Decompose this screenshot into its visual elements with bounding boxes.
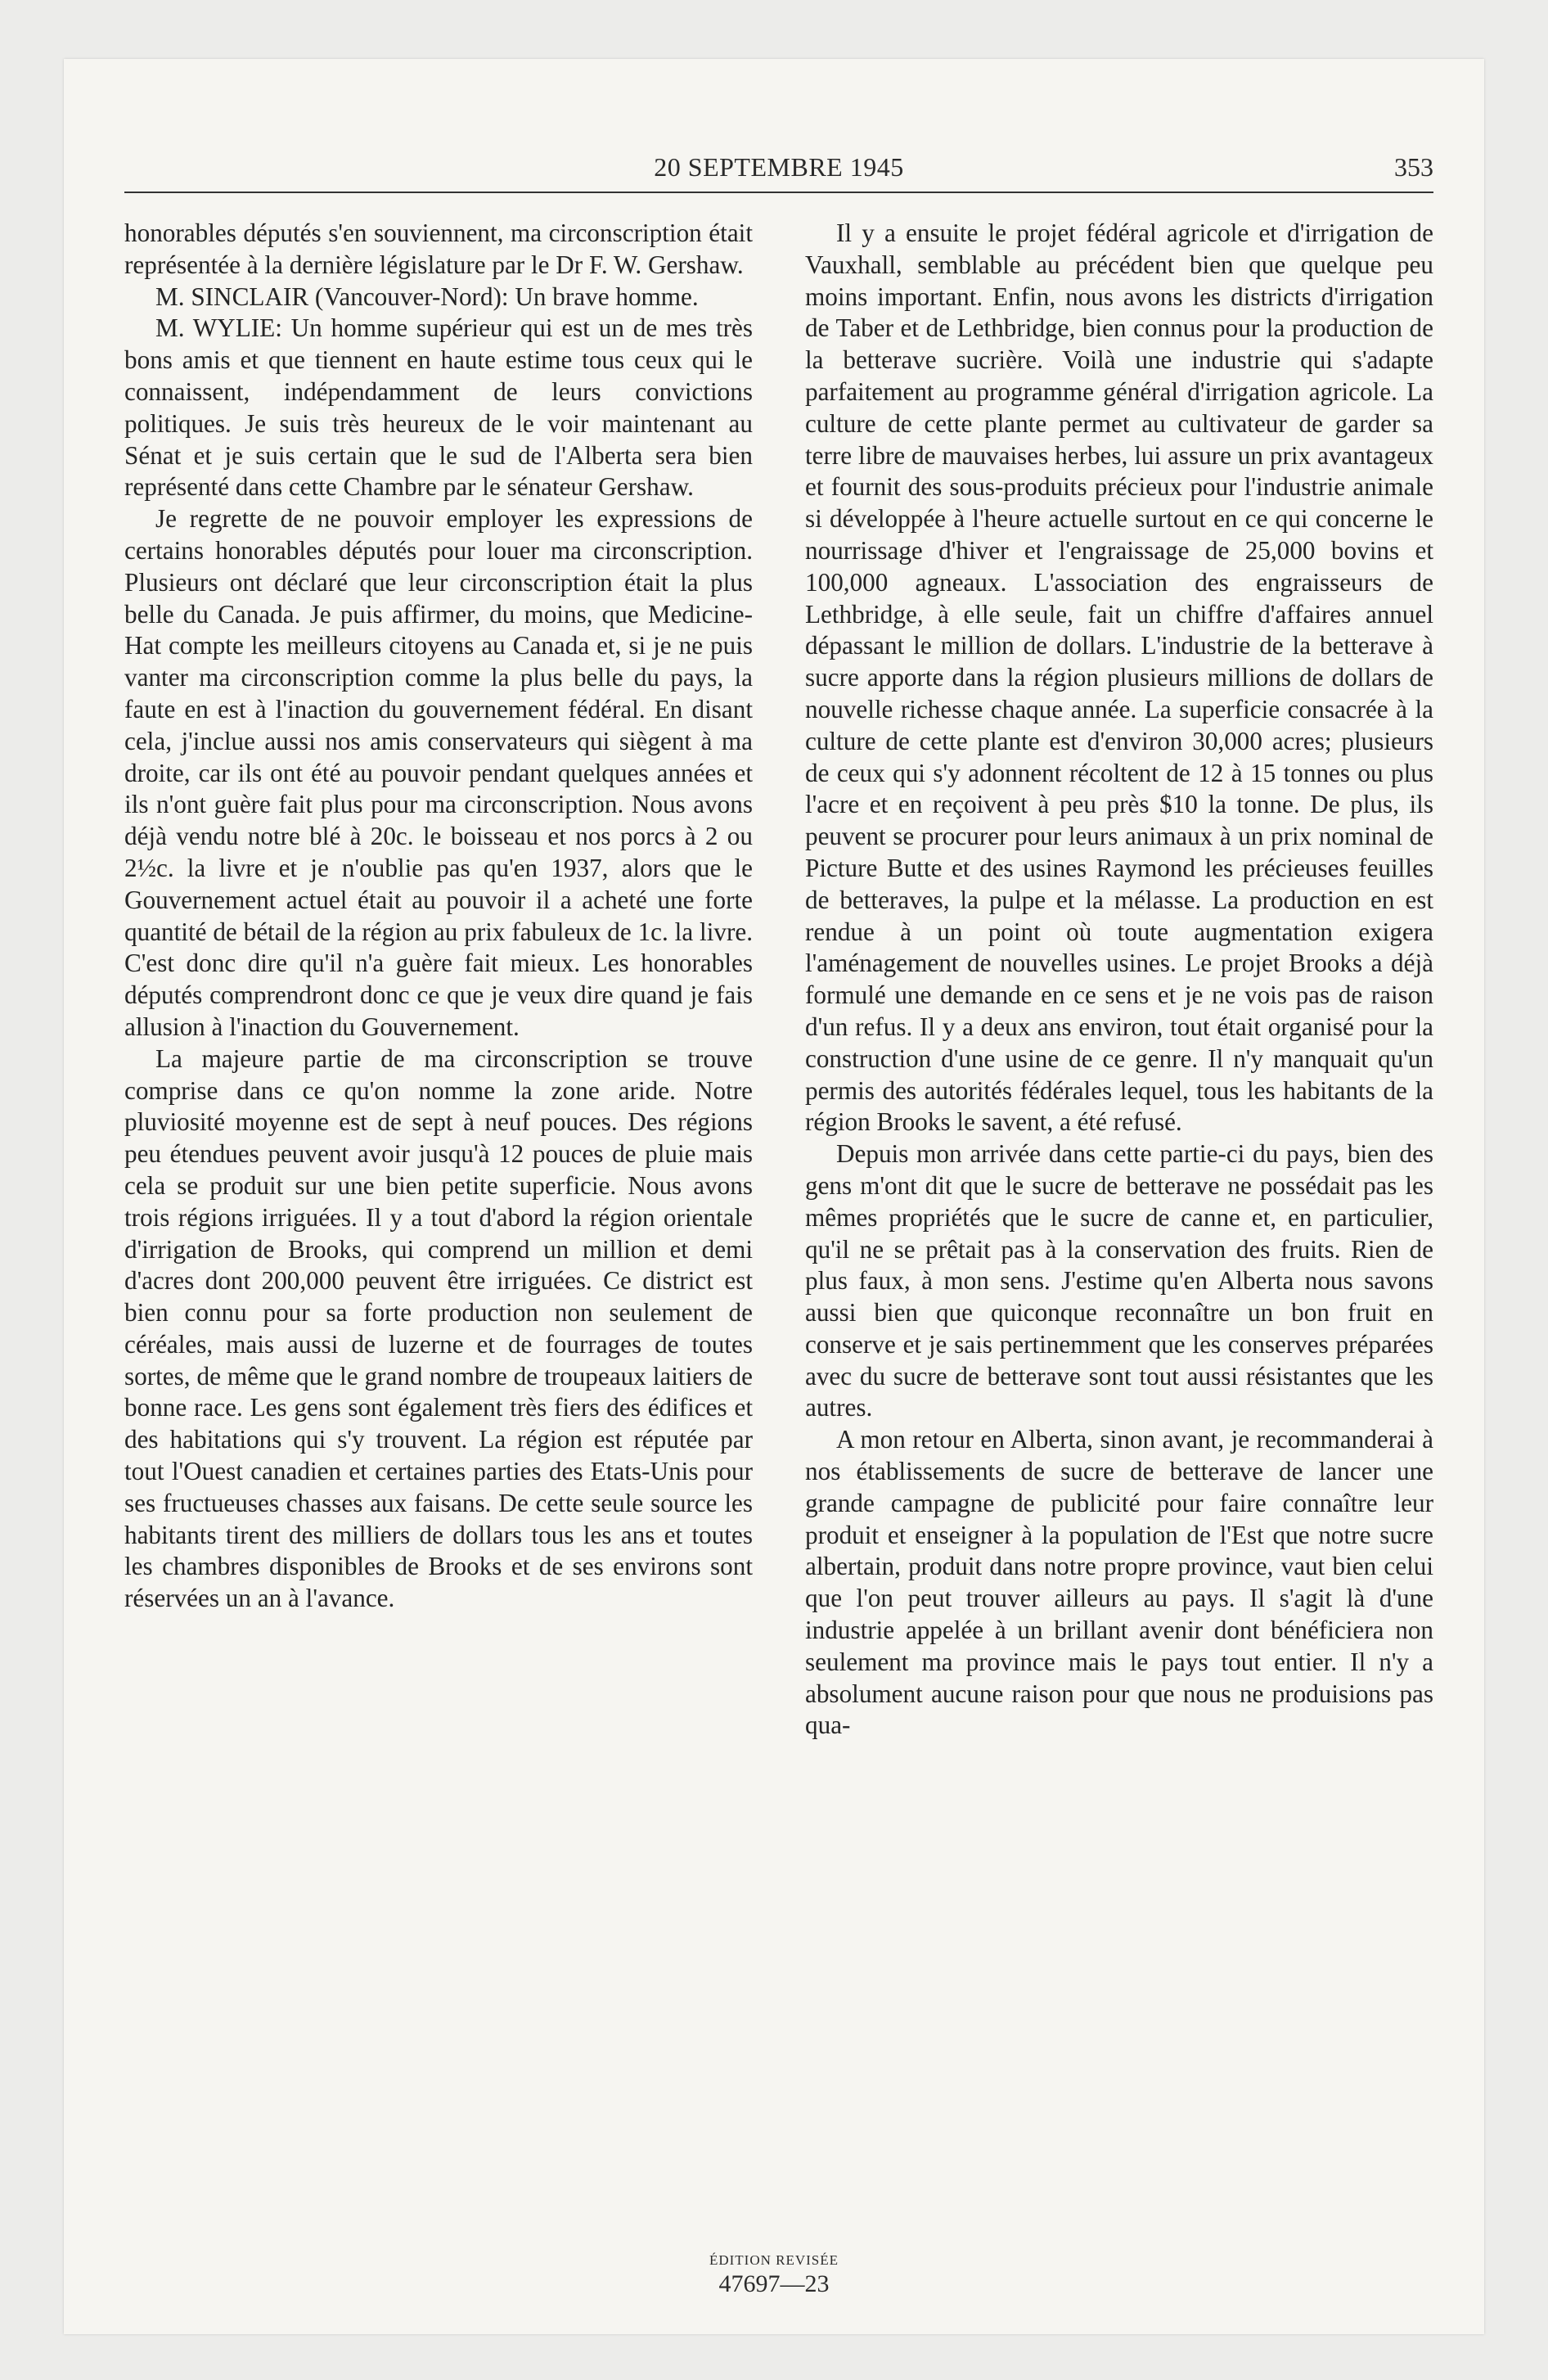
paragraph: M. SINCLAIR (Vancouver-Nord): Un brave homme.: [155, 282, 699, 311]
paragraph: honorables députés s'en souviennent, ma circonscription était représentée à la dernière législature par le Dr F. W. Gershaw.: [124, 219, 753, 279]
paragraph: Je regrette de ne pouvoir employer les expressions de certains honorables députés pour louer ma circonscription. Plusieurs ont déclaré que leur circonscription était la plus belle du Canada. Je puis affirmer, du moins, que Medicine-Hat compte les meilleurs citoyens au Canada et, si je ne puis vanter ma circonscription comme la plus belle du pays, la faute en est à l'inaction du gouvernement fédéral. En disant cela, j'inclue aussi nos amis conservateurs qui siègent à ma droite, car ils ont été au pouvoir pendant quelques années et ils n'ont guère fait plus pour ma circonscription. Nous avons déjà vendu notre blé à 20c. le boisseau et nos porcs à 2 ou 2½c. la livre et je n'oublie pas qu'en 1937, alors que le Gouvernement actuel était au pouvoir il a acheté une forte quantité de bétail de la région au prix fabuleux de 1c. la livre. C'est donc dire qu'il n'a guère fait mieux. Les honorables députés comprendront donc ce que je veux dire quand je fais allusion à l'inaction du Gouvernement.: [124, 504, 753, 1041]
print-code: 47697—23: [718, 2270, 830, 2297]
edition-label: ÉDITION REVISÉE: [709, 2252, 839, 2268]
page-number: 353: [1394, 152, 1433, 182]
header-date: 20 SEPTEMBRE 1945: [654, 152, 904, 182]
paragraph: M. WYLIE: Un homme supérieur qui est un de mes très bons amis et que tiennent en haute estime tous ceux qui le connaissent, indépendamment de leurs convictions politiques. Je suis très heureux de le voir maintenant au Sénat et je suis certain que le sud de l'Alberta sera bien représenté dans cette Chambre par le sénateur Gershaw.: [124, 313, 753, 502]
right-column: [805, 218, 1433, 1742]
paragraph: Il y a ensuite le projet fédéral agricole et d'irrigation de Vauxhall, semblable au précédent bien que quelque peu moins important. Enfin, nous avons les districts d'irrigation de Taber et de Lethbridge, bien connus pour la production de la betterave sucrière. Voilà une industrie qui s'adapte parfaitement au programme général d'irrigation agricole. La culture de cette plante permet au cultivateur de garder sa terre libre de mauvaises herbes, lui assure un prix avantageux et fournit des sous-produits précieux pour l'industrie animale si développée à l'heure actuelle surtout en ce qui concerne le nourrissage d'hiver et l'engraissage de 25,000 bovins et 100,000 agneaux. L'association des engraisseurs de Lethbridge, à elle seule, fait un chiffre d'affaires annuel dépassant le million de dollars. L'industrie de la betterave à sucre apporte dans la région plusieurs millions de dollars de nouvelle richesse chaque année. La superficie consacrée à la culture de cette plante est d'environ 30,000 acres; plusieurs de ceux qui s'y adonnent récoltent de 12 à 15 tonnes ou plus l'acre et en reçoivent à peu près $10 la tonne. De plus, ils peuvent se procurer pour leurs animaux à un prix nominal de Picture Butte et des usines Raymond les précieuses feuilles de betteraves, la pulpe et la mélasse. La production en est rendue à un point où toute augmentation exigera l'aménagement de nouvelles usines. Le projet Brooks a déjà formulé une demande en ce sens et je ne vois pas de raison d'un refus. Il y a deux ans environ, tout était organisé pour la construction d'une usine de ce genre. Il n'y manquait qu'un permis des autorités fédérales lequel, tous les habitants de la région Brooks le savent, a été refusé.: [805, 219, 1433, 1137]
page-header: [124, 144, 1433, 193]
paragraph: A mon retour en Alberta, sinon avant, je recommanderai à nos établissements de sucre de betterave de lancer une grande campagne de publicité pour faire connaître leur produit et enseigner à la population de l'Est que notre sucre albertain, produit dans notre propre province, vaut bien celui que l'on peut trouver ailleurs au pays. Il s'agit là d'une industrie appelée à un brillant avenir dont bénéficiera non seulement ma province mais le pays tout entier. Il n'y a absolument aucune raison pour que nous ne produisions pas qua-: [805, 1425, 1433, 1740]
paragraph: La majeure partie de ma circonscription se trouve comprise dans ce qu'on nomme la zone aride. Notre pluviosité moyenne est de sept à neuf pouces. Des régions peu étendues peuvent avoir jusqu'à 12 pouces de pluie mais cela se produit sur une bien petite superficie. Nous avons trois régions irriguées. Il y a tout d'abord la région orientale d'irrigation de Brooks, qui comprend un million et demi d'acres dont 200,000 peuvent être irriguées. Ce district est bien connu pour sa forte production non seulement de céréales, mais aussi de luzerne et de fourrages de toutes sortes, de même que le grand nombre de troupeaux laitiers de bonne race. Les gens sont également très fiers des édifices et des habitations qui s'y trouvent. La région est réputée par tout l'Ouest canadien et certaines parties des Etats-Unis pour ses fructueuses chasses aux faisans. De cette seule source les habitants tirent des milliers de dollars tous les ans et toutes les chambres disponibles de Brooks et de ses environs sont réservées un an à l'avance.: [124, 1044, 753, 1613]
paragraph: Depuis mon arrivée dans cette partie-ci du pays, bien des gens m'ont dit que le sucre de betterave ne possédait pas les mêmes propriétés que le sucre de canne et, en particulier, qu'il ne se prêtait pas à la conservation des fruits. Rien de plus faux, à mon sens. J'estime qu'en Alberta nous savons aussi bien que quiconque reconnaître un bon fruit en conserve et je sais pertinemment que les conserves préparées avec du sucre de betterave sont tout aussi résistantes que les autres.: [805, 1139, 1433, 1422]
left-column: [124, 218, 753, 1615]
page-footer: [0, 2252, 1548, 2298]
